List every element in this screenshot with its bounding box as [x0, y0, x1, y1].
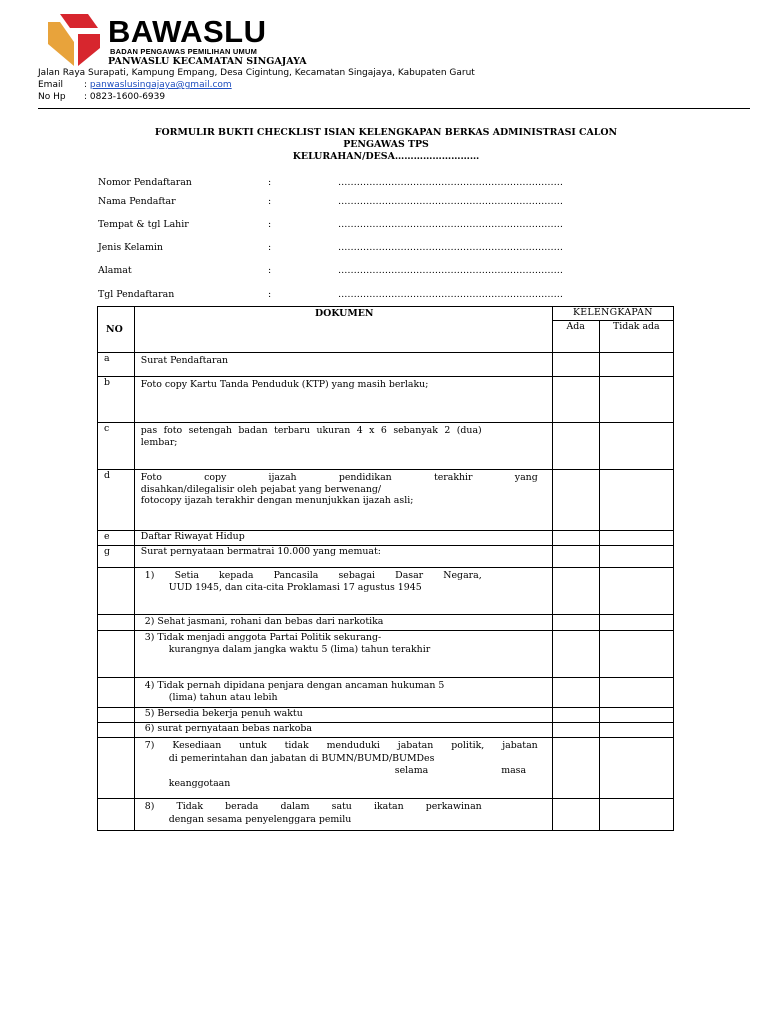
sub-item-number: 8) — [144, 801, 155, 812]
sub-item — [134, 723, 552, 738]
sub-item — [134, 799, 552, 831]
sub-item-text: (lima) tahun atau lebih — [168, 692, 278, 703]
sub-item-text: Tidak pernah dipidana penjara dengan ancaman hukuman 5 — [157, 680, 445, 691]
field-colon: : — [268, 196, 272, 207]
row-no: d — [98, 470, 135, 531]
field-label: Alamat — [98, 265, 132, 276]
sub-item-number: 4) — [144, 680, 155, 691]
table-row — [98, 423, 674, 470]
header-no: NO — [98, 307, 135, 353]
row-doc: Foto copy Kartu Tanda Penduduk (KTP) yang masih berlaku; — [134, 377, 552, 423]
field-colon: : — [268, 289, 272, 300]
check-ada[interactable] — [552, 678, 599, 708]
row-doc: Surat pernyataan bermatrai 10.000 yang memuat: — [134, 546, 552, 568]
sub-item-number: 7) — [144, 740, 155, 751]
check-tidak-ada[interactable] — [599, 799, 673, 831]
check-tidak-ada[interactable] — [599, 546, 673, 568]
sub-item-text: surat pernyataan bebas narkoba — [157, 723, 312, 734]
table-row — [98, 353, 674, 377]
field-value: ……………………………………………………………… — [338, 219, 563, 230]
sub-item-text: Setia kepada Pancasila sebagai Dasar Negara, — [174, 570, 482, 581]
check-tidak-ada[interactable] — [599, 738, 673, 799]
sub-item-text: kurangnya dalam jangka waktu 5 (lima) tahun terakhir — [168, 644, 431, 655]
table-row — [98, 615, 674, 631]
field-colon: : — [268, 177, 272, 188]
header-tidak-ada: Tidak ada — [599, 321, 673, 353]
check-tidak-ada[interactable] — [599, 377, 673, 423]
check-tidak-ada[interactable] — [599, 470, 673, 531]
check-tidak-ada[interactable] — [599, 708, 673, 723]
sub-item — [134, 631, 552, 678]
sub-item-text: Tidak menjadi anggota Partai Politik sekurang- — [157, 632, 382, 643]
check-ada[interactable] — [552, 423, 599, 470]
row-doc-line: disahkan/dilegalisir oleh pejabat yang berwenang/ — [140, 483, 382, 495]
table-row — [98, 738, 674, 799]
table-row — [98, 568, 674, 615]
field-value: ……………………………………………………………… — [338, 289, 563, 300]
field-value: ……………………………………………………………… — [338, 265, 563, 276]
check-ada[interactable] — [552, 799, 599, 831]
check-ada[interactable] — [552, 738, 599, 799]
table-row — [98, 470, 674, 531]
table-row — [98, 708, 674, 723]
sub-item — [134, 738, 552, 799]
email-separator: : — [84, 80, 90, 90]
check-tidak-ada[interactable] — [599, 531, 673, 546]
brand-name: BAWASLU — [108, 14, 267, 49]
form-title-line3: KELURAHAN/DESA……………………… — [292, 151, 480, 162]
header-dokumen: DOKUMEN — [134, 307, 552, 353]
table-row — [98, 531, 674, 546]
check-ada[interactable] — [552, 615, 599, 631]
check-ada[interactable] — [552, 353, 599, 377]
phone-line — [38, 92, 165, 102]
office-address: Jalan Raya Surapati, Kampung Empang, Desa Cigintung, Kecamatan Singajaya, Kabupaten Garut — [38, 68, 475, 78]
row-doc-line: Foto copy ijazah pendidikan terakhir yang — [140, 472, 538, 483]
form-title-line1: FORMULIR BUKTI CHECKLIST ISIAN KELENGKAPAN BERKAS ADMINISTRASI CALON — [154, 127, 618, 138]
table-header-row — [98, 307, 674, 321]
row-no: a — [98, 353, 135, 377]
sub-item-text: UUD 1945, dan cita-cita Proklamasi 17 agustus 1945 — [168, 582, 422, 593]
sub-item-text: keanggotaan — [168, 777, 231, 789]
check-tidak-ada[interactable] — [599, 568, 673, 615]
field-colon: : — [268, 265, 272, 276]
email-link[interactable]: panwaslusingajaya@gmail.com — [89, 80, 232, 90]
sub-item — [134, 568, 552, 615]
check-ada[interactable] — [552, 377, 599, 423]
letterhead-divider — [38, 108, 750, 109]
field-label: Tempat & tgl Lahir — [98, 219, 189, 230]
field-label: Nomor Pendaftaran — [98, 177, 192, 188]
table-row — [98, 678, 674, 708]
row-no: g — [98, 546, 135, 568]
sub-item-text: selama masa — [394, 765, 527, 777]
sub-item — [134, 708, 552, 723]
table-row — [98, 377, 674, 423]
check-ada[interactable] — [552, 708, 599, 723]
check-ada[interactable] — [552, 568, 599, 615]
sub-item — [134, 615, 552, 631]
row-doc — [134, 470, 552, 531]
field-label: Jenis Kelamin — [98, 242, 163, 253]
check-tidak-ada[interactable] — [599, 423, 673, 470]
brand-subtitle: BADAN PENGAWAS PEMILIHAN UMUM — [110, 47, 258, 56]
email-line — [38, 80, 232, 90]
row-no: c — [98, 423, 135, 470]
sub-item-text: Kesediaan untuk tidak menduduki jabatan politik, jabatan — [172, 740, 538, 751]
table-row — [98, 631, 674, 678]
header-ada: Ada — [552, 321, 599, 353]
field-value: ……………………………………………………………… — [338, 242, 563, 253]
field-value: ……………………………………………………………… — [338, 196, 563, 207]
sub-item-text: di pemerintahan dan jabatan di BUMN/BUMD/BUMDes — [168, 752, 435, 764]
bawaslu-logo — [44, 12, 104, 68]
email-label: Email — [38, 80, 63, 90]
sub-item-text: Sehat jasmani, rohani dan bebas dari narkotika — [157, 616, 384, 627]
sub-item-number: 1) — [144, 570, 155, 581]
sub-item-text: Tidak berada dalam satu ikatan perkawinan — [176, 801, 482, 812]
sub-item-text: dengan sesama penyelenggara pemilu — [168, 813, 352, 825]
check-ada[interactable] — [552, 723, 599, 738]
office-name: PANWASLU KECAMATAN SINGAJAYA — [108, 56, 307, 67]
check-ada[interactable] — [552, 470, 599, 531]
sub-item-text: Bersedia bekerja penuh waktu — [157, 708, 303, 719]
field-colon: : — [268, 219, 272, 230]
phone-label: No Hp — [38, 92, 66, 102]
check-tidak-ada[interactable] — [599, 353, 673, 377]
form-title-line2: PENGAWAS TPS — [343, 139, 429, 150]
row-doc-line: fotocopy ijazah terakhir dengan menunjukkan ijazah asli; — [140, 495, 414, 507]
check-tidak-ada[interactable] — [599, 631, 673, 678]
check-ada[interactable] — [552, 531, 599, 546]
sub-item-number: 2) — [144, 616, 155, 627]
row-no: b — [98, 377, 135, 423]
check-tidak-ada[interactable] — [599, 723, 673, 738]
sub-item-number: 3) — [144, 632, 155, 643]
row-no: e — [98, 531, 135, 546]
phone-value: : 0823-1600-6939 — [84, 92, 166, 102]
field-value: ……………………………………………………………… — [338, 177, 563, 188]
field-colon: : — [268, 242, 272, 253]
check-ada[interactable] — [552, 546, 599, 568]
table-row — [98, 723, 674, 738]
checklist-table — [97, 306, 674, 831]
row-doc: pas foto setengah badan terbaru ukuran 4 x 6 sebanyak 2 (dua) lembar; — [134, 423, 552, 470]
sub-item-number: 6) — [144, 723, 155, 734]
sub-item-number: 5) — [144, 708, 155, 719]
field-label: Tgl Pendaftaran — [98, 289, 175, 300]
field-label: Nama Pendaftar — [98, 196, 176, 207]
check-tidak-ada[interactable] — [599, 678, 673, 708]
row-doc: Daftar Riwayat Hidup — [134, 531, 552, 546]
check-ada[interactable] — [552, 631, 599, 678]
sub-item — [134, 678, 552, 708]
row-doc: Surat Pendaftaran — [134, 353, 552, 377]
header-kelengkapan: KELENGKAPAN — [552, 307, 673, 321]
check-tidak-ada[interactable] — [599, 615, 673, 631]
table-row — [98, 799, 674, 831]
table-row — [98, 546, 674, 568]
